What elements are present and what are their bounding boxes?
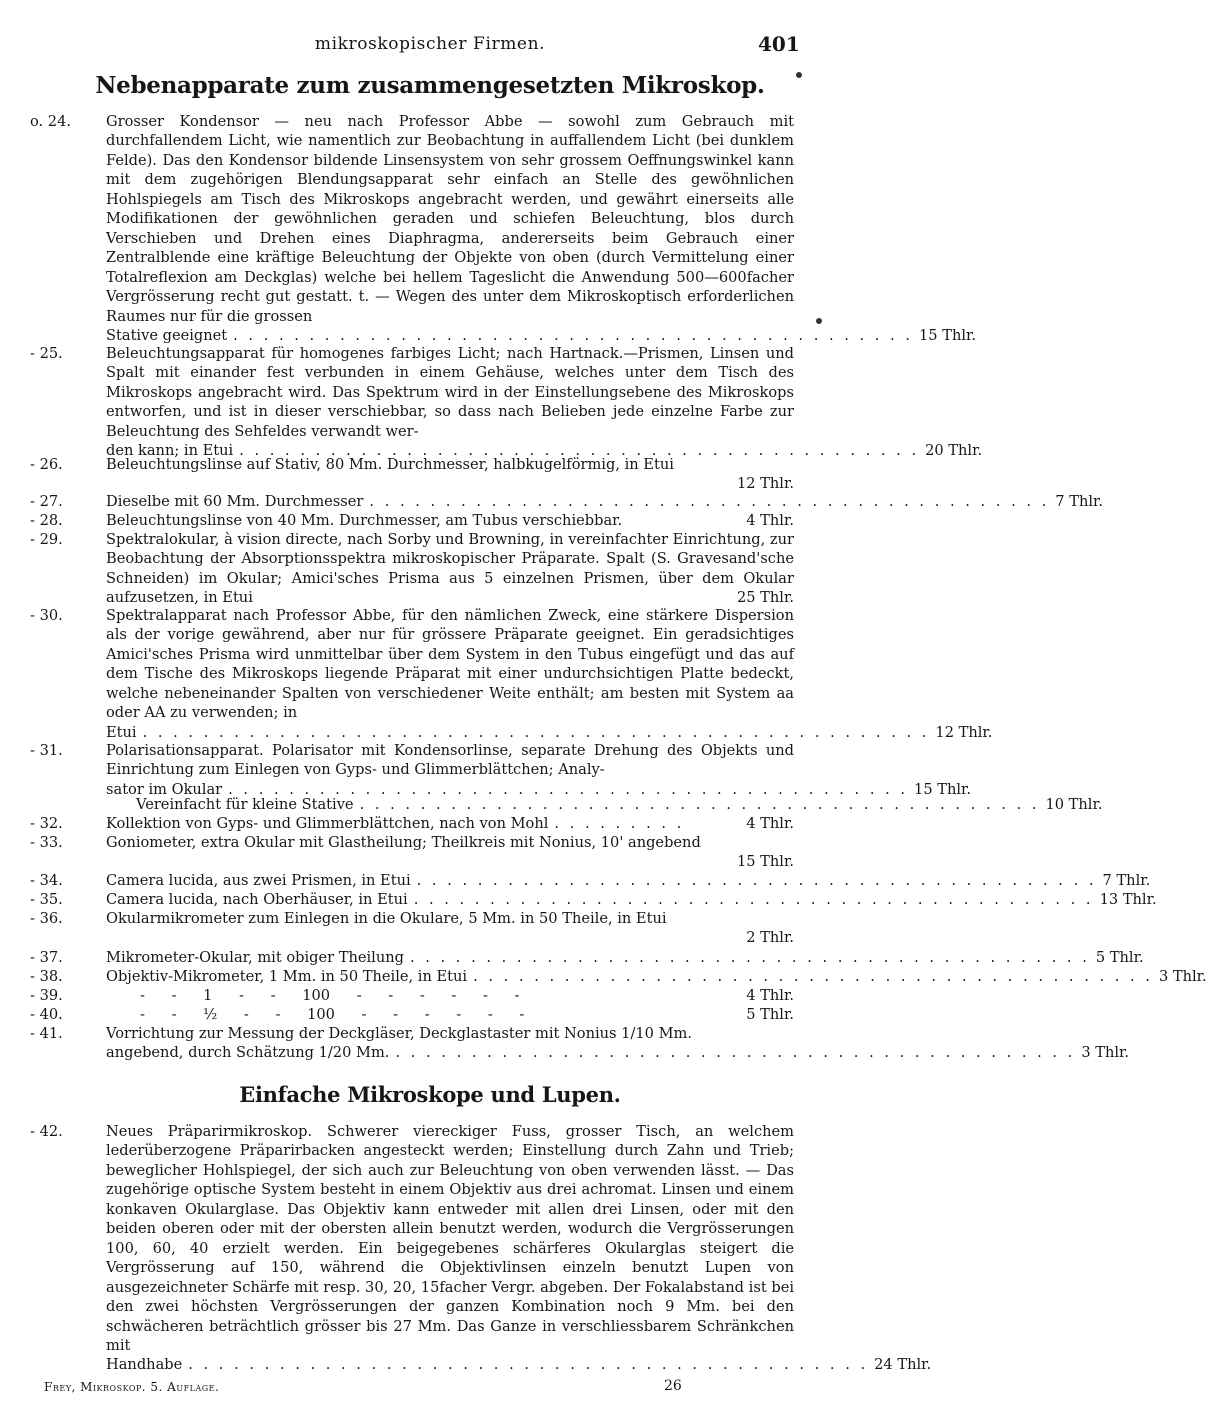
entry-number: - 32. — [30, 815, 63, 832]
price-line — [106, 986, 794, 1005]
entry-last-line: Dieselbe mit 60 Mm. Durchmesser — [106, 493, 364, 510]
dot-leader: . . . . . . . . . . . . . . . . . . . . . . . . . . . . . . . . . . . . . . . . . . . . . — [473, 968, 1153, 985]
entry-number: - 39. — [30, 987, 63, 1004]
entry-last-line: Camera lucida, aus zwei Prismen, in Etui — [106, 872, 411, 889]
dot-leader: . . . . . . . . . . . . . . . . . . . . . . . . . . . . . . . . . . . . . . . . . . . . . — [228, 780, 909, 798]
price-line — [106, 326, 977, 345]
entry-last-line: Kollektion von Gyps- und Glimmerblättchen, nach von Mohl — [106, 815, 549, 832]
entry-price: 20 Thlr. — [925, 442, 983, 460]
entry-last-line: angebend, durch Schätzung 1/20 Mm. — [106, 1044, 390, 1062]
dot-leader: . . . . . . . . . . . . . . . . . . . . . . . . . . . . . . . . . . . . . . . . . . . . . — [369, 493, 1050, 510]
entry-text: Neues Präparirmikroskop. Schwerer viereckiger Fuss, grosser Tisch, an welchem lederüberzogene Präparirbacken angesteckt werden; Einstellung durch Zahn und Trieb; beweglicher Hohlspiegel, der sich auch zur Beleuchtung von oben verwenden lässt. — Das zugehörige optische System besteht in einem Objektiv aus drei achromat. Linsen und einem konkaven Okularglase. Das Objektiv kann entweder mit allen drei Linsen, oder mit den beiden oberen oder mit der obersten allein benutzt werden, wodurch die Vergrösserungen 100, 60, 40 erzielt werden. Ein beigegebenes schärferes Okularglas steigert die Vergrösserung auf 150, während die Objektivlinsen einzeln benutzt Lupen von ausgezeichneter Schärfe mit resp. 30, 20, 15facher Vergr. abgeben. Der Fokalabstand ist bei den zwei höchsten Vergrösserungen der ganzen Kombination noch 9 Mm. bei den schwächeren beträchtlich grösser bis 27 Mm. Das Ganze in verschliessbarem Schränkchen mit — [106, 1123, 794, 1354]
entry-last-line: Objektiv-Mikrometer, 1 Mm. in 50 Theile, in Etui — [106, 968, 468, 985]
entry-number: - 29. — [30, 531, 63, 548]
entry-price: 5 Thlr. — [1095, 949, 1144, 966]
dot-leader: . . . . . . . . . . . . . . . . . . . . . . . . . . . . . . . . . . . . . . . . . . . . . — [395, 1044, 1076, 1062]
entry-price: 3 Thlr. — [1081, 1044, 1130, 1062]
section-title-einfache-mikroskope: Einfache Mikroskope und Lupen. — [239, 1082, 621, 1107]
price-line — [106, 814, 794, 833]
entry-number: - 27. — [30, 493, 63, 510]
section-title-nebenapparate: Nebenapparate zum zusammengesetzten Mikroskop. — [95, 72, 765, 99]
entry-price: 2 Thlr. — [746, 929, 794, 947]
price-line — [106, 511, 794, 530]
price-line — [106, 492, 1104, 511]
entry-last-line: Handhabe — [106, 1356, 183, 1374]
entry-text: Beleuchtungslinse auf Stativ, 80 Mm. Durchmesser, halbkugelförmig, in Etui — [106, 456, 674, 473]
page-number: 401 — [758, 32, 800, 56]
ink-speck — [796, 72, 802, 78]
entry-number: - 34. — [30, 872, 63, 889]
signature-mark: 26 — [664, 1378, 682, 1394]
running-head: mikroskopischer Firmen. — [314, 34, 546, 54]
entry-number: - 31. — [30, 742, 63, 759]
price-line — [106, 1043, 1130, 1062]
entry-price: 15 Thlr. — [736, 853, 794, 871]
price-line — [106, 723, 993, 742]
entry-number: - 42. — [30, 1123, 63, 1140]
entry-price: 25 Thlr. — [736, 589, 794, 607]
dot-leader: . . . . . . . . . . . . . . . . . . . . . . . . . . . . . . . . . . . . . . . . . . . . . — [239, 442, 920, 460]
dot-leader: . . . . . . . . . . . . . . . . . . . . . . . . . . . . . . . . . . . . . . . . . . . . . — [409, 949, 1090, 966]
entry-price: 15 Thlr. — [914, 780, 972, 798]
footer-imprint: Frey, Mikroskop. 5. Auflage. — [44, 1380, 220, 1394]
entry-text: Goniometer, extra Okular mit Glastheilung; Theilkreis mit Nonius, 10' angebend — [106, 834, 701, 851]
entry-price: 7 Thlr. — [1055, 493, 1104, 510]
page-header — [0, 34, 860, 58]
entry-last-line: sator im Okular — [106, 780, 223, 798]
entry-price: 4 Thlr. — [746, 512, 794, 529]
dot-leader: . . . . . . . . . . . . . . . . . . . . . . . . . . . . . . . . . . . . . . . . . . . . . — [416, 872, 1097, 889]
entry-price: 3 Thlr. — [1158, 968, 1207, 985]
entry-number: - 37. — [30, 949, 63, 966]
entry-text: Polarisationsapparat. Polarisator mit Kondensorlinse, separate Drehung des Objekts und Einrichtung zum Einlegen von Gyps- und Glimmerblättchen; Analy- — [106, 742, 794, 779]
entry-number: - 33. — [30, 834, 63, 851]
entry-last-line: Beleuchtungslinse von 40 Mm. Durchmesser, am Tubus verschiebbar. — [106, 512, 623, 529]
entry-last-line: Etui — [106, 723, 137, 741]
entry-price: 24 Thlr. — [874, 1356, 932, 1374]
entry-last-line: Stative geeignet — [106, 326, 228, 344]
entry-number: - 25. — [30, 345, 63, 362]
entry-price: 7 Thlr. — [1102, 872, 1151, 889]
dot-leader: . . . . . . . . . . . . . . . . . . . . . . . . . . . . . . . . . . . . . . . . . . . . . — [413, 891, 1094, 908]
entry-last-line: Mikrometer-Okular, mit obiger Theilung — [106, 949, 404, 966]
price-line — [106, 795, 1103, 814]
entry-last-line: den kann; in Etui — [106, 442, 234, 460]
dot-leader: . . . . . . . . . . . . . . . . . . . . . . . . . . . . . . . . . . . . . . . . . . . . . — [233, 326, 914, 344]
entry-text: Spektralokular, à vision directe, nach Sorby und Browning, in vereinfachter Einrichtung, zur Beobachtung der Absorptionsspektra mikroskopischer Präparate. Spalt (S. Gravesand'sche Schneiden) im Okular; Amici'sches Prisma aus 5 einzelnen Prismen, über dem Okular aufzusetzen, in Etui — [106, 531, 794, 607]
entry-last-line: Camera lucida, nach Oberhäuser, in Etui — [106, 891, 408, 908]
dot-leader: . . . . . . . . . . . . . . . . . . . . . . . . . . . . . . . . . . . . . . . . . . . . . . . . . . . . — [142, 723, 930, 741]
entry-text: Okularmikrometer zum Einlegen in die Okulare, 5 Mm. in 50 Theile, in Etui — [106, 910, 667, 927]
entry-last-line: - - 1 - - 100 - - - - - - — [140, 987, 520, 1004]
entry-text: Grosser Kondensor — neu nach Professor Abbe — sowohl zum Gebrauch mit durchfallendem Licht, wie namentlich zur Beobachtung in auffallendem Licht (bei dunklem Felde). Das den Kondensor bildende Linsensystem von sehr grossem Oeffnungswinkel kann mit dem zugehörigen Blendungsapparat sehr einfach an Stelle des gewöhnlichen Hohlspiegels am Tisch des Mikroskops angebracht werden, und gewährt einerseits alle Modifikationen der gewöhnlichen geraden und schiefen Beleuchtung, blos durch Verschieben und Drehen eines Diaphragma, andererseits beim Gebrauch einer Zentralblende eine kräftige Beleuchtung der Objekte von oben (durch Vermittelung einer Totalreflexion am Deckglas) welche bei hellem Tageslicht die Anwendung 500—600facher Vergrösserung recht gut gestatt. t. — Wegen des unter dem Mikroskoptisch erforderlichen Raumes nur für die grossen — [106, 113, 794, 325]
entry-last-line: Vereinfacht für kleine Stative — [136, 796, 354, 813]
entry-number: - 40. — [30, 1006, 63, 1023]
price-line — [106, 967, 1207, 986]
entry-number: - 30. — [30, 607, 63, 624]
ink-speck — [816, 318, 822, 324]
dot-leader: . . . . . . . . . . . . . . . . . . . . . . . . . . . . . . . . . . . . . . . . . . . . . — [188, 1356, 869, 1374]
entry-number: - 41. — [30, 1025, 63, 1042]
entry-number: - 26. — [30, 456, 63, 473]
entry-price: 12 Thlr. — [935, 723, 993, 741]
price-line — [106, 948, 1144, 967]
price-line — [106, 1005, 794, 1024]
entry-price: 13 Thlr. — [1099, 891, 1157, 908]
entry-last-line: - - ½ - - 100 - - - - - - — [140, 1006, 525, 1023]
entry-text: Vorrichtung zur Messung der Deckgläser, Deckglastaster mit Nonius 1/10 Mm. — [106, 1025, 693, 1042]
entry-text: Beleuchtungsapparat für homogenes farbiges Licht; nach Hartnack.—Prismen, Linsen und Spalt mit einander fest verbunden in einem Gehäuse, welches unter dem Tisch des Mikroskops angebracht wird. Das Spektrum wird in der Einstellungsebene des Mikroskops entworfen, und ist in dieser verschiebbar, so dass nach Belieben jede einzelne Farbe zur Beleuchtung des Sehfeldes verwandt wer- — [106, 345, 794, 440]
entry-number: - 28. — [30, 512, 63, 529]
page-footer — [44, 1380, 824, 1394]
price-line — [106, 1355, 932, 1374]
entry-price: 10 Thlr. — [1045, 796, 1103, 813]
entry-price: 5 Thlr. — [746, 1006, 794, 1023]
entry-number: - 36. — [30, 910, 63, 927]
entry-number: - 35. — [30, 891, 63, 908]
entry-price: 15 Thlr. — [919, 326, 977, 344]
price-line — [106, 890, 1157, 909]
entry-number: - 38. — [30, 968, 63, 985]
entry-text: Spektralapparat nach Professor Abbe, für den nämlichen Zweck, eine stärkere Dispersion als der vorige gewährend, aber nur für grössere Präparate geeignet. Ein geradsichtiges Amici'sches Prisma wird unmittelbar über dem System in den Tubus eingefügt und das auf dem Tische des Mikroskops liegende Präparat mit einer undurchsichtigen Platte bedeckt, welche nebeneinander Spalten von verschiedener Weite enthält; am besten mit System aa oder AA zu verwenden; in — [106, 607, 794, 722]
dot-leader: . . . . . . . . . — [554, 815, 685, 832]
entry-price: 4 Thlr. — [746, 987, 794, 1004]
entry-price: 4 Thlr. — [746, 815, 794, 832]
entry-number: o. 24. — [30, 113, 72, 130]
entry-price: 12 Thlr. — [736, 475, 794, 493]
price-line — [106, 871, 1151, 890]
dot-leader: . . . . . . . . . . . . . . . . . . . . . . . . . . . . . . . . . . . . . . . . . . . . . — [359, 796, 1040, 813]
